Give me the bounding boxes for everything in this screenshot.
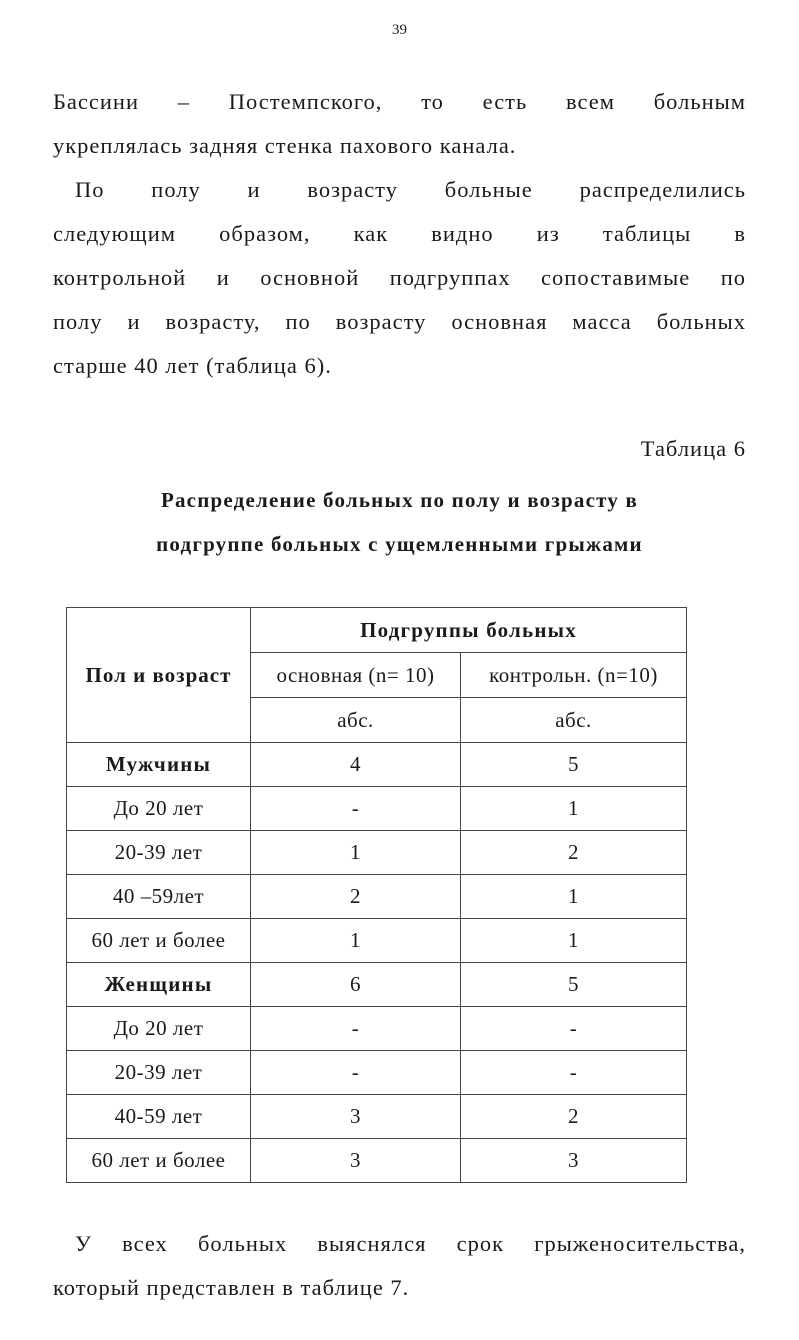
cell-main: 2 [251, 875, 461, 919]
paragraph-line: старше 40 лет (таблица 6). [53, 353, 332, 378]
table-row [67, 831, 687, 875]
cell-main: - [251, 787, 461, 831]
cell-main: - [251, 1007, 461, 1051]
cell-main: 1 [251, 831, 461, 875]
table-row [67, 875, 687, 919]
cell-control: - [461, 1051, 687, 1095]
unit-cell-main: абс. [251, 698, 461, 743]
cell-control: 1 [461, 875, 687, 919]
paragraph-3 [53, 1226, 746, 1314]
cell-control: 2 [461, 831, 687, 875]
table-row [67, 787, 687, 831]
row-label: 60 лет и более [67, 919, 251, 963]
row-label: 60 лет и более [67, 1139, 251, 1183]
column-header-control: контрольн. (n=10) [461, 653, 687, 698]
row-label: До 20 лет [67, 1007, 251, 1051]
row-label: 20-39 лет [67, 1051, 251, 1095]
cell-control: 2 [461, 1095, 687, 1139]
cell-control: 1 [461, 919, 687, 963]
table-caption: Таблица 6 [640, 436, 746, 461]
row-label: Женщины [67, 963, 251, 1007]
paragraph-line: По полу и возрасту больные распределились [75, 177, 746, 202]
paragraph-line: контрольной и основной подгруппах сопоставимые по [53, 265, 746, 290]
table-title [0, 478, 799, 566]
table-row [67, 1051, 687, 1095]
paragraph-line: У всех больных выяснялся срок грыженосительства, [75, 1231, 746, 1256]
cell-main: 3 [251, 1095, 461, 1139]
row-header-cell: Пол и возраст [67, 608, 251, 743]
table-row [67, 919, 687, 963]
table-row [67, 963, 687, 1007]
group-header-cell: Подгруппы больных [251, 608, 687, 653]
row-label: 40 –59лет [67, 875, 251, 919]
page-number: 39 [392, 22, 407, 38]
table-header-row [67, 608, 687, 653]
cell-control: 1 [461, 787, 687, 831]
paragraph-line: который представлен в таблице 7. [53, 1275, 410, 1300]
paragraph-line: полу и возрасту, по возрасту основная масса больных [53, 309, 746, 334]
row-label: 20-39 лет [67, 831, 251, 875]
cell-main: 1 [251, 919, 461, 963]
cell-control: 5 [461, 963, 687, 1007]
cell-main: - [251, 1051, 461, 1095]
table-row [67, 1139, 687, 1183]
table-row [67, 1095, 687, 1139]
row-label: Мужчины [67, 743, 251, 787]
cell-main: 4 [251, 743, 461, 787]
table-title-line: подгруппе больных с ущемленными грыжами [156, 532, 643, 556]
row-label: 40-59 лет [67, 1095, 251, 1139]
paragraph-line: Бассини – Постемпского, то есть всем больным [53, 89, 746, 114]
cell-main: 6 [251, 963, 461, 1007]
column-header-main: основная (n= 10) [251, 653, 461, 698]
row-label: До 20 лет [67, 787, 251, 831]
paragraph-1 [53, 84, 746, 172]
table-title-line: Распределение больных по полу и возрасту в [160, 488, 639, 512]
cell-control: - [461, 1007, 687, 1051]
paragraph-line: укреплялась задняя стенка пахового канала. [53, 133, 517, 158]
table-row [67, 743, 687, 787]
paragraph-2 [53, 172, 746, 392]
table-row [67, 1007, 687, 1051]
paragraph-line: следующим образом, как видно из таблицы в [53, 221, 746, 246]
distribution-table [66, 607, 687, 1183]
cell-main: 3 [251, 1139, 461, 1183]
cell-control: 5 [461, 743, 687, 787]
cell-control: 3 [461, 1139, 687, 1183]
unit-cell-control: абс. [461, 698, 687, 743]
